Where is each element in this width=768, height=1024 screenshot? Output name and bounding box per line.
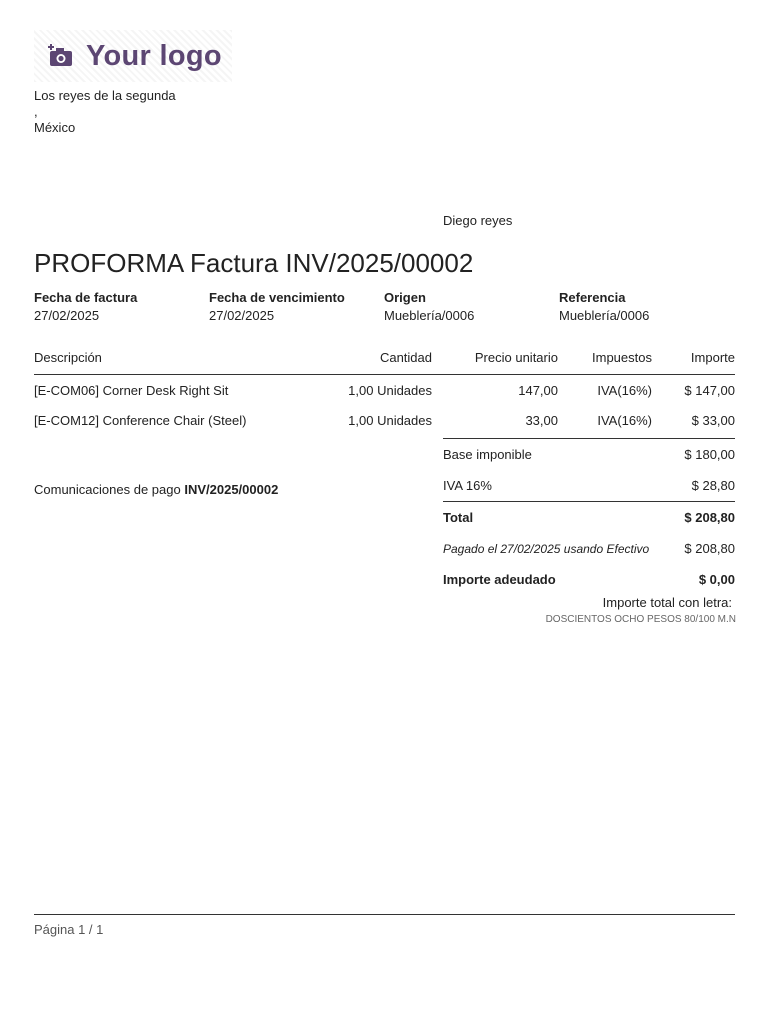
- totals-total-label: Total: [443, 510, 474, 525]
- totals-iva-row: [443, 470, 735, 501]
- info-invoice-date: [34, 289, 204, 325]
- info-value: Mueblería/0006: [559, 308, 650, 323]
- line-unit-price: 147,00: [518, 382, 558, 398]
- info-label: Fecha de vencimiento: [209, 290, 345, 305]
- totals-total-value: $ 208,80: [684, 510, 735, 525]
- totals-paid-label: Pagado el 27/02/2025 usando Efectivo: [443, 541, 650, 556]
- line-taxes: IVA(16%): [597, 382, 652, 398]
- amount-in-words-label: Importe total con letra:: [602, 595, 732, 610]
- totals-base-row: [443, 438, 735, 470]
- totals-due-row: [443, 564, 735, 595]
- header-unit-price: Precio unitario: [432, 348, 558, 375]
- totals-due-label: Importe adeudado: [443, 572, 556, 587]
- table-row: [34, 405, 735, 435]
- payment-communication: [34, 482, 278, 497]
- invoice-title: PROFORMA Factura INV/2025/00002: [34, 248, 474, 278]
- line-description: [E-COM06] Corner Desk Right Sit: [34, 382, 229, 398]
- amount-in-words-value: DOSCIENTOS OCHO PESOS 80/100 M.N: [545, 614, 736, 625]
- line-quantity: 1,00 Unidades: [348, 412, 432, 428]
- line-amount: $ 147,00: [684, 382, 735, 398]
- info-label: Fecha de factura: [34, 290, 138, 305]
- table-header-row: [34, 348, 735, 375]
- line-taxes: IVA(16%): [597, 412, 652, 428]
- info-label: Referencia: [559, 290, 626, 305]
- company-logo: [34, 30, 232, 82]
- line-description: [E-COM12] Conference Chair (Steel): [34, 412, 247, 428]
- totals-paid-value: $ 208,80: [684, 541, 735, 556]
- totals-iva-label: IVA 16%: [443, 478, 492, 493]
- company-country: México: [34, 120, 76, 135]
- footer-divider: [34, 914, 735, 915]
- payment-reference: INV/2025/00002: [184, 482, 279, 497]
- customer-name: Diego reyes: [443, 213, 513, 228]
- totals-block: [443, 438, 735, 595]
- header-description: Descripción: [34, 348, 334, 375]
- info-value: 27/02/2025: [34, 308, 100, 323]
- line-amount: $ 33,00: [691, 412, 735, 428]
- totals-base-label: Base imponible: [443, 447, 532, 462]
- header-quantity: Cantidad: [334, 348, 432, 375]
- totals-total-row: [443, 501, 735, 533]
- payment-label: Comunicaciones de pago: [34, 482, 181, 497]
- page-number: Página 1 / 1: [34, 922, 104, 937]
- line-unit-price: 33,00: [525, 412, 558, 428]
- camera-plus-icon: [48, 44, 74, 68]
- info-value: Mueblería/0006: [384, 308, 475, 323]
- totals-paid-row: [443, 533, 735, 564]
- info-value: 27/02/2025: [209, 308, 275, 323]
- totals-iva-value: $ 28,80: [691, 478, 735, 493]
- company-name: Los reyes de la segunda: [34, 88, 176, 103]
- invoice-lines-table: [34, 348, 735, 435]
- header-amount: Importe: [652, 348, 735, 375]
- header-taxes: Impuestos: [558, 348, 652, 375]
- logo-text: Your logo: [86, 39, 222, 72]
- line-quantity: 1,00 Unidades: [348, 382, 432, 398]
- info-due-date: [209, 289, 379, 325]
- totals-base-value: $ 180,00: [684, 447, 735, 462]
- totals-due-value: $ 0,00: [698, 572, 735, 587]
- table-row: [34, 375, 735, 406]
- info-label: Origen: [384, 290, 426, 305]
- info-reference: [559, 289, 729, 325]
- company-address-line: ,: [34, 104, 38, 119]
- info-origin: [384, 289, 554, 325]
